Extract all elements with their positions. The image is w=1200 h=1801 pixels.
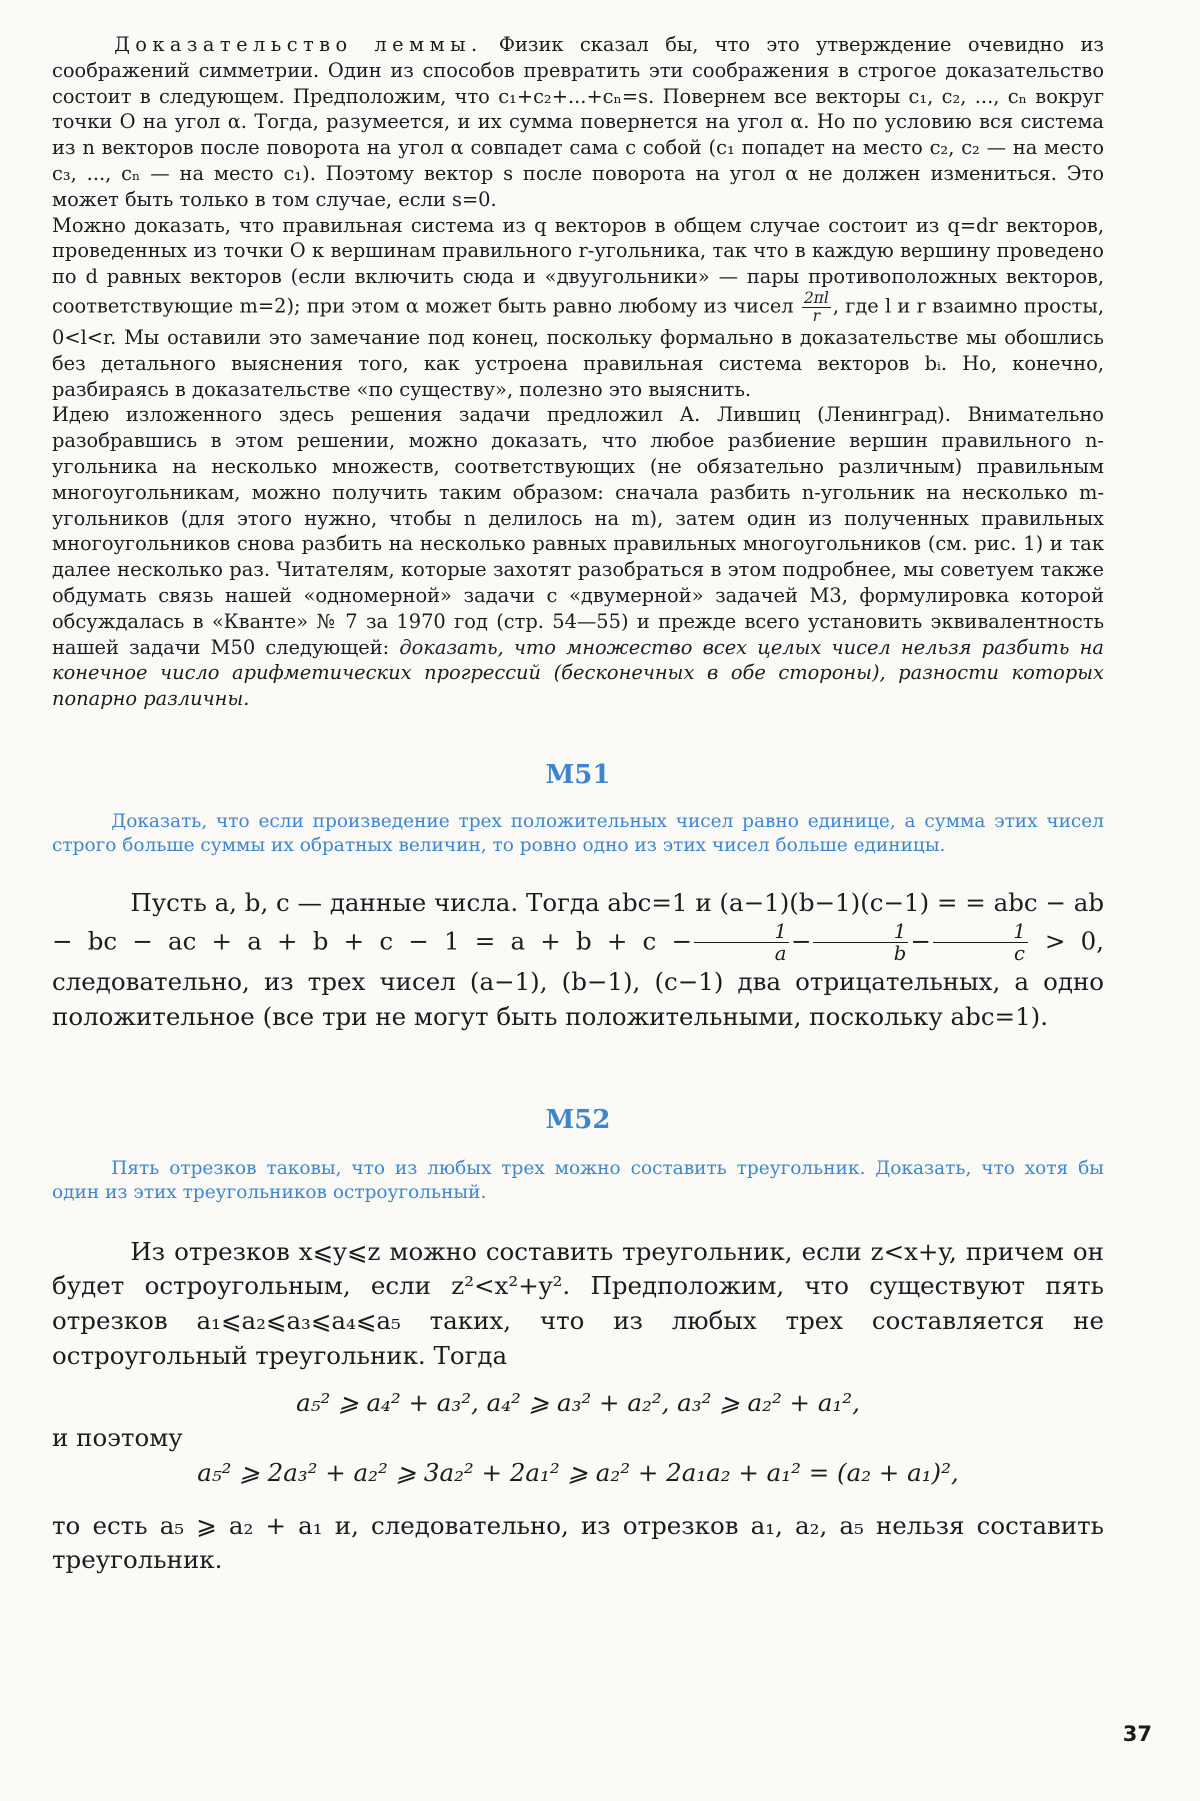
fraction-1-c [933, 921, 1028, 965]
m52-heading: M52 [545, 1104, 611, 1135]
regular-system-text-2: , где l и r взаимно просты, 0<l<r. Мы оставили это замечание под конец, поскольку формально в доказательстве мы обошлись без детального выяснения того, как устроена правильная система векторов bᵢ. Но, конечно, разбираясь в доказательстве «по существу», полезно это выяснить. [52, 294, 1104, 401]
page-number: 37 [1122, 1722, 1152, 1746]
fraction-denominator: c [1013, 942, 1025, 966]
minus-sign: − [790, 926, 812, 956]
fraction-denominator: b [893, 942, 907, 966]
m51-solution-part2: > 0, следовательно, из трех чисел (a−1), (b−1), (c−1) два отрицательных, а одно положительное (все три не могут быть положительными, поскольку abc=1). [52, 926, 1104, 1031]
m52-solution-part2: то есть a₅ ⩾ a₂ + a₁ и, следовательно, из отрезков a₁, a₂, a₅ нельзя составить треугольник. [52, 1510, 1104, 1575]
m51-heading: M51 [545, 760, 611, 791]
m51-solution [52, 886, 1104, 1034]
fraction-numerator: 1 [694, 921, 789, 944]
m51-solution-part1: Пусть a, b, c — данные числа. Тогда abc=1 и (a−1)(b−1)(c−1) = = abc − ab − bc − ac + a + b + c − 1 = a + b + c − [52, 888, 1104, 956]
fraction-2pil-r [802, 290, 831, 325]
minus-sign: − [910, 926, 931, 956]
lemma-proof-paragraph [52, 32, 1104, 213]
idea-italic-statement: доказать, что множество всех целых чисел нельзя разбить на конечное число арифметических прогрессий (бесконечных в обе стороны), разности которых попарно различны. [52, 635, 1104, 711]
m52-formula-2: a₅² ⩾ 2a₃² + a₂² ⩾ 3a₂² + 2a₁² ⩾ a₂² + 2a₁a₂ + a₁² = (a₂ + a₁)², [197, 1457, 959, 1487]
fraction-numerator: 1 [933, 921, 1028, 944]
fraction-1-b [813, 921, 908, 965]
fraction-denominator: a [774, 942, 787, 966]
regular-system-paragraph [52, 213, 1104, 403]
m52-formula-1: a₅² ⩾ a₄² + a₃², a₄² ⩾ a₃² + a₂², a₃² ⩾ a₂² + a₁², [296, 1387, 860, 1417]
m52-and-therefore: и поэтому [52, 1422, 183, 1452]
page-content [52, 28, 1104, 1578]
fraction-denominator: r [812, 307, 821, 326]
regular-system-text-1: Можно доказать, что правильная система из q векторов в общем случае состоит из q=dr векторов, проведенных из точки O к вершинам правильного r-угольника, так что в каждую вершину проведено по d равных векторов (если включить сюда и «двуугольники» — пары противоположных векторов, соответствующие m=2); при этом α может быть равно любому из чисел [52, 213, 1104, 318]
m52-solution-part1: Из отрезков x⩽y⩽z можно составить треугольник, если z<x+y, причем он будет остроугольным, если z²<x²+y². Предположим, что существуют пять отрезков a₁⩽a₂⩽a₃⩽a₄⩽a₅ таких, что из любых трех составляется не остроугольный треугольник. Тогда [52, 1236, 1104, 1371]
m51-problem-statement: Доказать, что если произведение трех положительных чисел равно единице, а сумма этих чисел строго больше суммы их обратных величин, то ровно одно из этих чисел больше единицы. [52, 811, 1104, 857]
lemma-proof-text: Физик сказал бы, что это утверждение очевидно из соображений симметрии. Один из способов превратить эти соображения в строгое доказательство состоит в следующем. Предположим, что c₁+c₂+...+cₙ=s. Повернем все векторы c₁, c₂, ..., cₙ вокруг точки O на угол α. Тогда, разумеется, и их сумма повернется на угол α. Но по условию вся система из n векторов после поворота на угол α совпадет сама с собой (c₁ попадет на место c₂, c₂ — на место c₃, ..., cₙ — на место c₁). Поэтому вектор s после поворота на угол α не должен измениться. Это может быть только в том случае, если s=0. [52, 33, 1104, 211]
fraction-1-a [694, 921, 789, 965]
idea-paragraph [52, 402, 1104, 712]
fraction-numerator: 2πl [803, 288, 829, 307]
m52-problem-statement: Пять отрезков таковы, что из любых трех можно составить треугольник. Доказать, что хотя бы один из этих треугольников остроугольный. [52, 1157, 1104, 1203]
lemma-proof-lead: Доказательство леммы. [114, 33, 483, 56]
fraction-numerator: 1 [813, 921, 908, 944]
idea-text: Идею изложенного здесь решения задачи предложил А. Лившиц (Ленинград). Внимательно разобравшись в этом решении, можно доказать, что любое разбиение вершин правильного n-угольника на несколько множеств, соответствующих (не обязательно различным) правильным многоугольникам, можно получить таким образом: сначала разбить n-угольник на несколько m-угольников (для этого нужно, чтобы n делилось на m), затем один из полученных правильных многоугольников снова разбить на несколько равных правильных многоугольников (см. рис. 1) и так далее несколько раз. Читателям, которые захотят разобраться в этом подробнее, мы советуем также обдумать связь нашей «одномерной» задачи с «двумерной» задачей M3, формулировка которой обсуждалась в «Кванте» № 7 за 1970 год (стр. 54—55) и прежде всего установить эквивалентность нашей задачи M50 следующей: [52, 403, 1104, 659]
